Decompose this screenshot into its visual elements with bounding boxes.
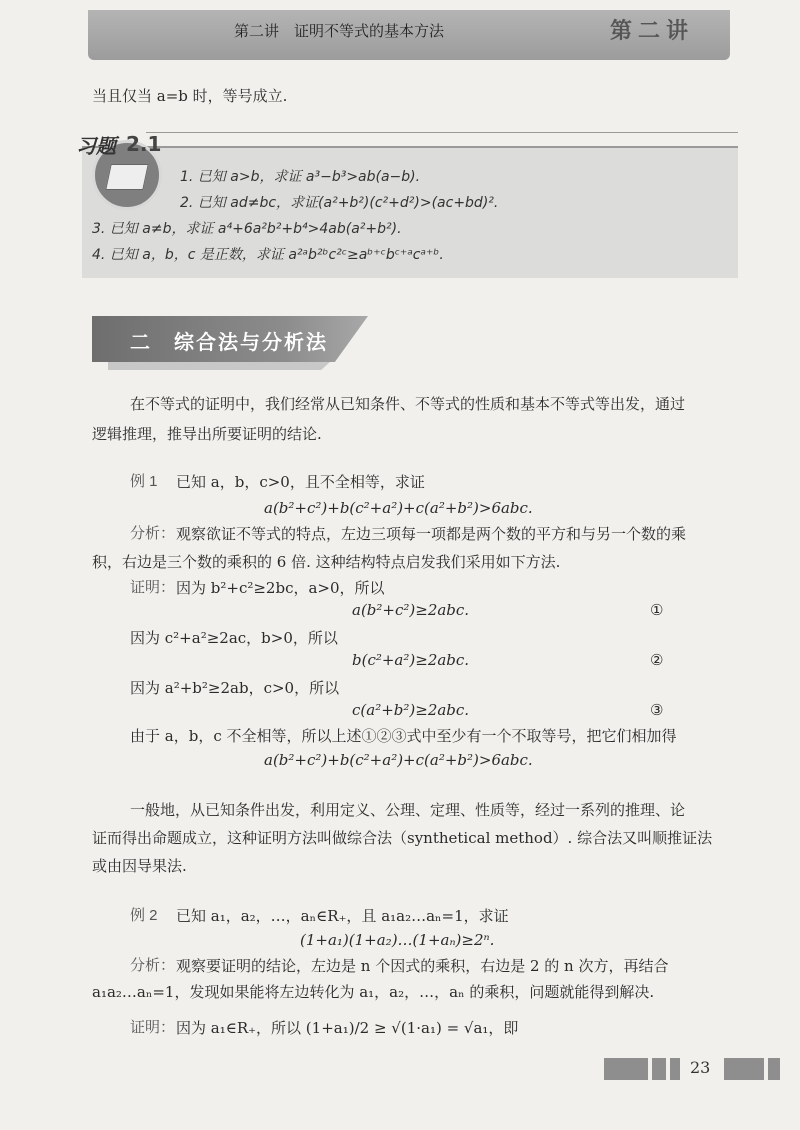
example-formula: (1+a₁)(1+a₂)…(1+aₙ)≥2ⁿ. [300, 931, 495, 949]
proof-step-result: b(c²+a²)≥2abc. [352, 651, 470, 669]
analysis-line: 观察要证明的结论，左边是 n 个因式的乘积，右边是 2 的 n 次方，再结合 [176, 957, 669, 975]
footer-bar [604, 1058, 648, 1080]
paragraph-line: 证而得出命题成立，这种证明方法叫做综合法（synthetical method）. 综合法又叫顺推证法 [92, 829, 713, 847]
proof-step-result: c(a²+b²)≥2abc. [352, 701, 470, 719]
exercise-number: 2.1 [126, 132, 162, 156]
proof-label: 证明： [130, 579, 176, 596]
footer-bar [768, 1058, 780, 1080]
exercise-tag: 习题 [76, 134, 116, 158]
exercise-item: 1. 已知 a>b，求证 a³−b³>ab(a−b). [180, 169, 421, 185]
header-lecture: 第二讲 [610, 18, 695, 44]
proof-step-condition: 因为 c²+a²≥2ac，b>0，所以 [130, 629, 338, 647]
exercise-divider [146, 132, 738, 133]
exercise-item: 2. 已知 ad≠bc，求证(a²+b²)(c²+d²)>(ac+bd)². [180, 195, 499, 211]
proof-conclusion: 由于 a，b，c 不全相等，所以上述①②③式中至少有一个不取等号，把它们相加得 [130, 727, 677, 745]
analysis-line: 积，右边是三个数的乘积的 6 倍. 这种结构特点启发我们采用如下方法. [92, 553, 561, 571]
page-number: 23 [690, 1058, 711, 1077]
exercise-item: 3. 已知 a≠b，求证 a⁴+6a²b²+b⁴>4ab(a²+b²). [92, 221, 402, 237]
example-statement: 已知 a，b，c>0，且不全相等，求证 [176, 473, 425, 491]
example-statement: 已知 a₁，a₂，…，aₙ∈R₊，且 a₁a₂…aₙ=1，求证 [176, 907, 509, 925]
proof-step-condition: 因为 b²+c²≥2bc，a>0，所以 [176, 579, 385, 597]
example-label: 例 2 [130, 907, 158, 924]
section-banner-shadow [108, 362, 330, 370]
intro-line: 当且仅当 a=b 时，等号成立. [92, 87, 288, 105]
paragraph-line: 或由因导果法. [92, 857, 187, 875]
open-book-icon [105, 164, 149, 190]
equation-marker: ③ [650, 701, 664, 719]
paragraph-line: 在不等式的证明中，我们经常从已知条件、不等式的性质和基本不等式等出发，通过 [130, 395, 686, 413]
proof-line: 因为 a₁∈R₊，所以 (1+a₁)/2 ≥ √(1·a₁) = √a₁，即 [176, 1019, 519, 1037]
header-title: 第二讲 证明不等式的基本方法 [234, 23, 445, 40]
equation-marker: ① [650, 601, 664, 619]
footer-bar [652, 1058, 666, 1080]
exercise-item: 4. 已知 a，b，c 是正数，求证 a²ᵃb²ᵇc²ᶜ≥aᵇ⁺ᶜbᶜ⁺ᵃcᵃ⁺ᵇ. [92, 247, 444, 263]
section-title: 二 综合法与分析法 [130, 332, 328, 354]
footer-bar [724, 1058, 764, 1080]
proof-step-condition: 因为 a²+b²≥2ab，c>0，所以 [130, 679, 340, 697]
analysis-label: 分析： [130, 957, 176, 974]
proof-final: a(b²+c²)+b(c²+a²)+c(a²+b²)>6abc. [264, 751, 533, 769]
equation-marker: ② [650, 651, 664, 669]
analysis-line: a₁a₂…aₙ=1，发现如果能将左边转化为 a₁，a₂，…，aₙ 的乘积，问题就能得到解决. [92, 983, 655, 1001]
footer-bar [670, 1058, 680, 1080]
paragraph-line: 一般地，从已知条件出发，利用定义、公理、定理、性质等，经过一系列的推理、论 [130, 801, 686, 819]
proof-step-result: a(b²+c²)≥2abc. [352, 601, 470, 619]
example-label: 例 1 [130, 473, 158, 490]
example-formula: a(b²+c²)+b(c²+a²)+c(a²+b²)>6abc. [264, 499, 533, 517]
paragraph-line: 逻辑推理，推导出所要证明的结论. [92, 425, 322, 443]
analysis-label: 分析： [130, 525, 176, 542]
proof-label: 证明： [130, 1019, 176, 1036]
analysis-line: 观察欲证不等式的特点，左边三项每一项都是两个数的平方和与另一个数的乘 [176, 525, 687, 543]
